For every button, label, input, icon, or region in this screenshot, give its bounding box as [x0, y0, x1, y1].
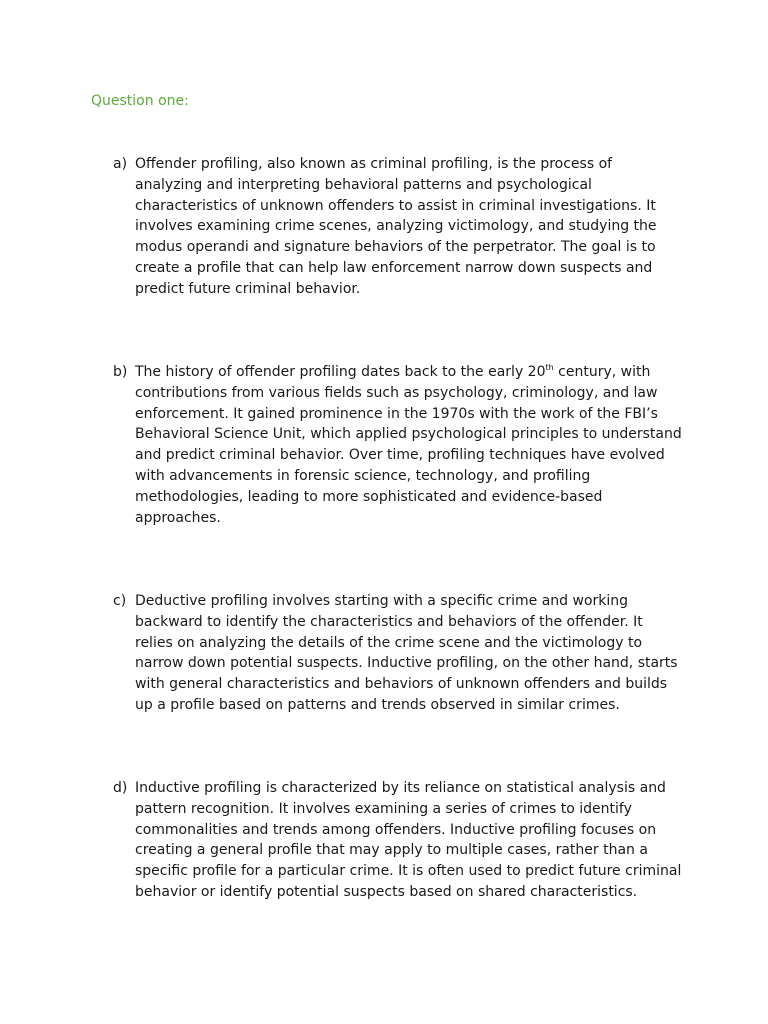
- list-marker-c: c): [113, 593, 127, 609]
- list-marker-a: a): [113, 156, 128, 172]
- answer-text-b-start: The history of offender profiling dates back to the early 20: [135, 364, 546, 380]
- answer-text-c: Deductive profiling involves starting with a specific crime and working backward to identify the characteristics and behaviors of the offender. It relies on analyzing the details of the crime scene and the victimology to narrow down potential suspects. Inductive profiling, on the other hand, starts with general characteristics and behaviors of unknown offenders and builds up a profile based on patterns and trends observed in similar crimes.: [135, 593, 678, 713]
- answer-item-b: [113, 362, 683, 528]
- answer-text-b-rest: century, with contributions from various fields such as psychology, criminology, and law enforcement. It gained prominence in the 1970s with the work of the FBI’s Behavioral Science Unit, which applied psychological principles to understand and predict criminal behavior. Over time, profiling techniques have evolved with advancements in forensic science, technology, and profiling methodologies, leading to more sophisticated and evidence-based approaches.: [135, 364, 682, 526]
- answer-text-d: Inductive profiling is characterized by its reliance on statistical analysis and pattern recognition. It involves examining a series of crimes to identify commonalities and trends among offenders. Inductive profiling focuses on creating a general profile that may apply to multiple cases, rather than a specific profile for a particular crime. It is often used to predict future criminal behavior or identify potential suspects based on shared characteristics.: [135, 780, 682, 900]
- ordinal-superscript: th: [545, 363, 554, 372]
- list-marker-d: d): [113, 780, 128, 796]
- answer-item-d: [113, 778, 683, 903]
- answer-text-b: [135, 362, 683, 528]
- question-heading: Question one:: [91, 93, 189, 109]
- list-marker-b: b): [113, 364, 128, 380]
- answer-item-a: [113, 154, 683, 300]
- answer-text-a: Offender profiling, also known as criminal profiling, is the process of analyzing and interpreting behavioral patterns and psychological characteristics of unknown offenders to assist in criminal investigations. It involves examining crime scenes, analyzing victimology, and studying the modus operandi and signature behaviors of the perpetrator. The goal is to create a profile that can help law enforcement narrow down suspects and predict future criminal behavior.: [135, 156, 657, 297]
- answer-item-c: [113, 591, 683, 716]
